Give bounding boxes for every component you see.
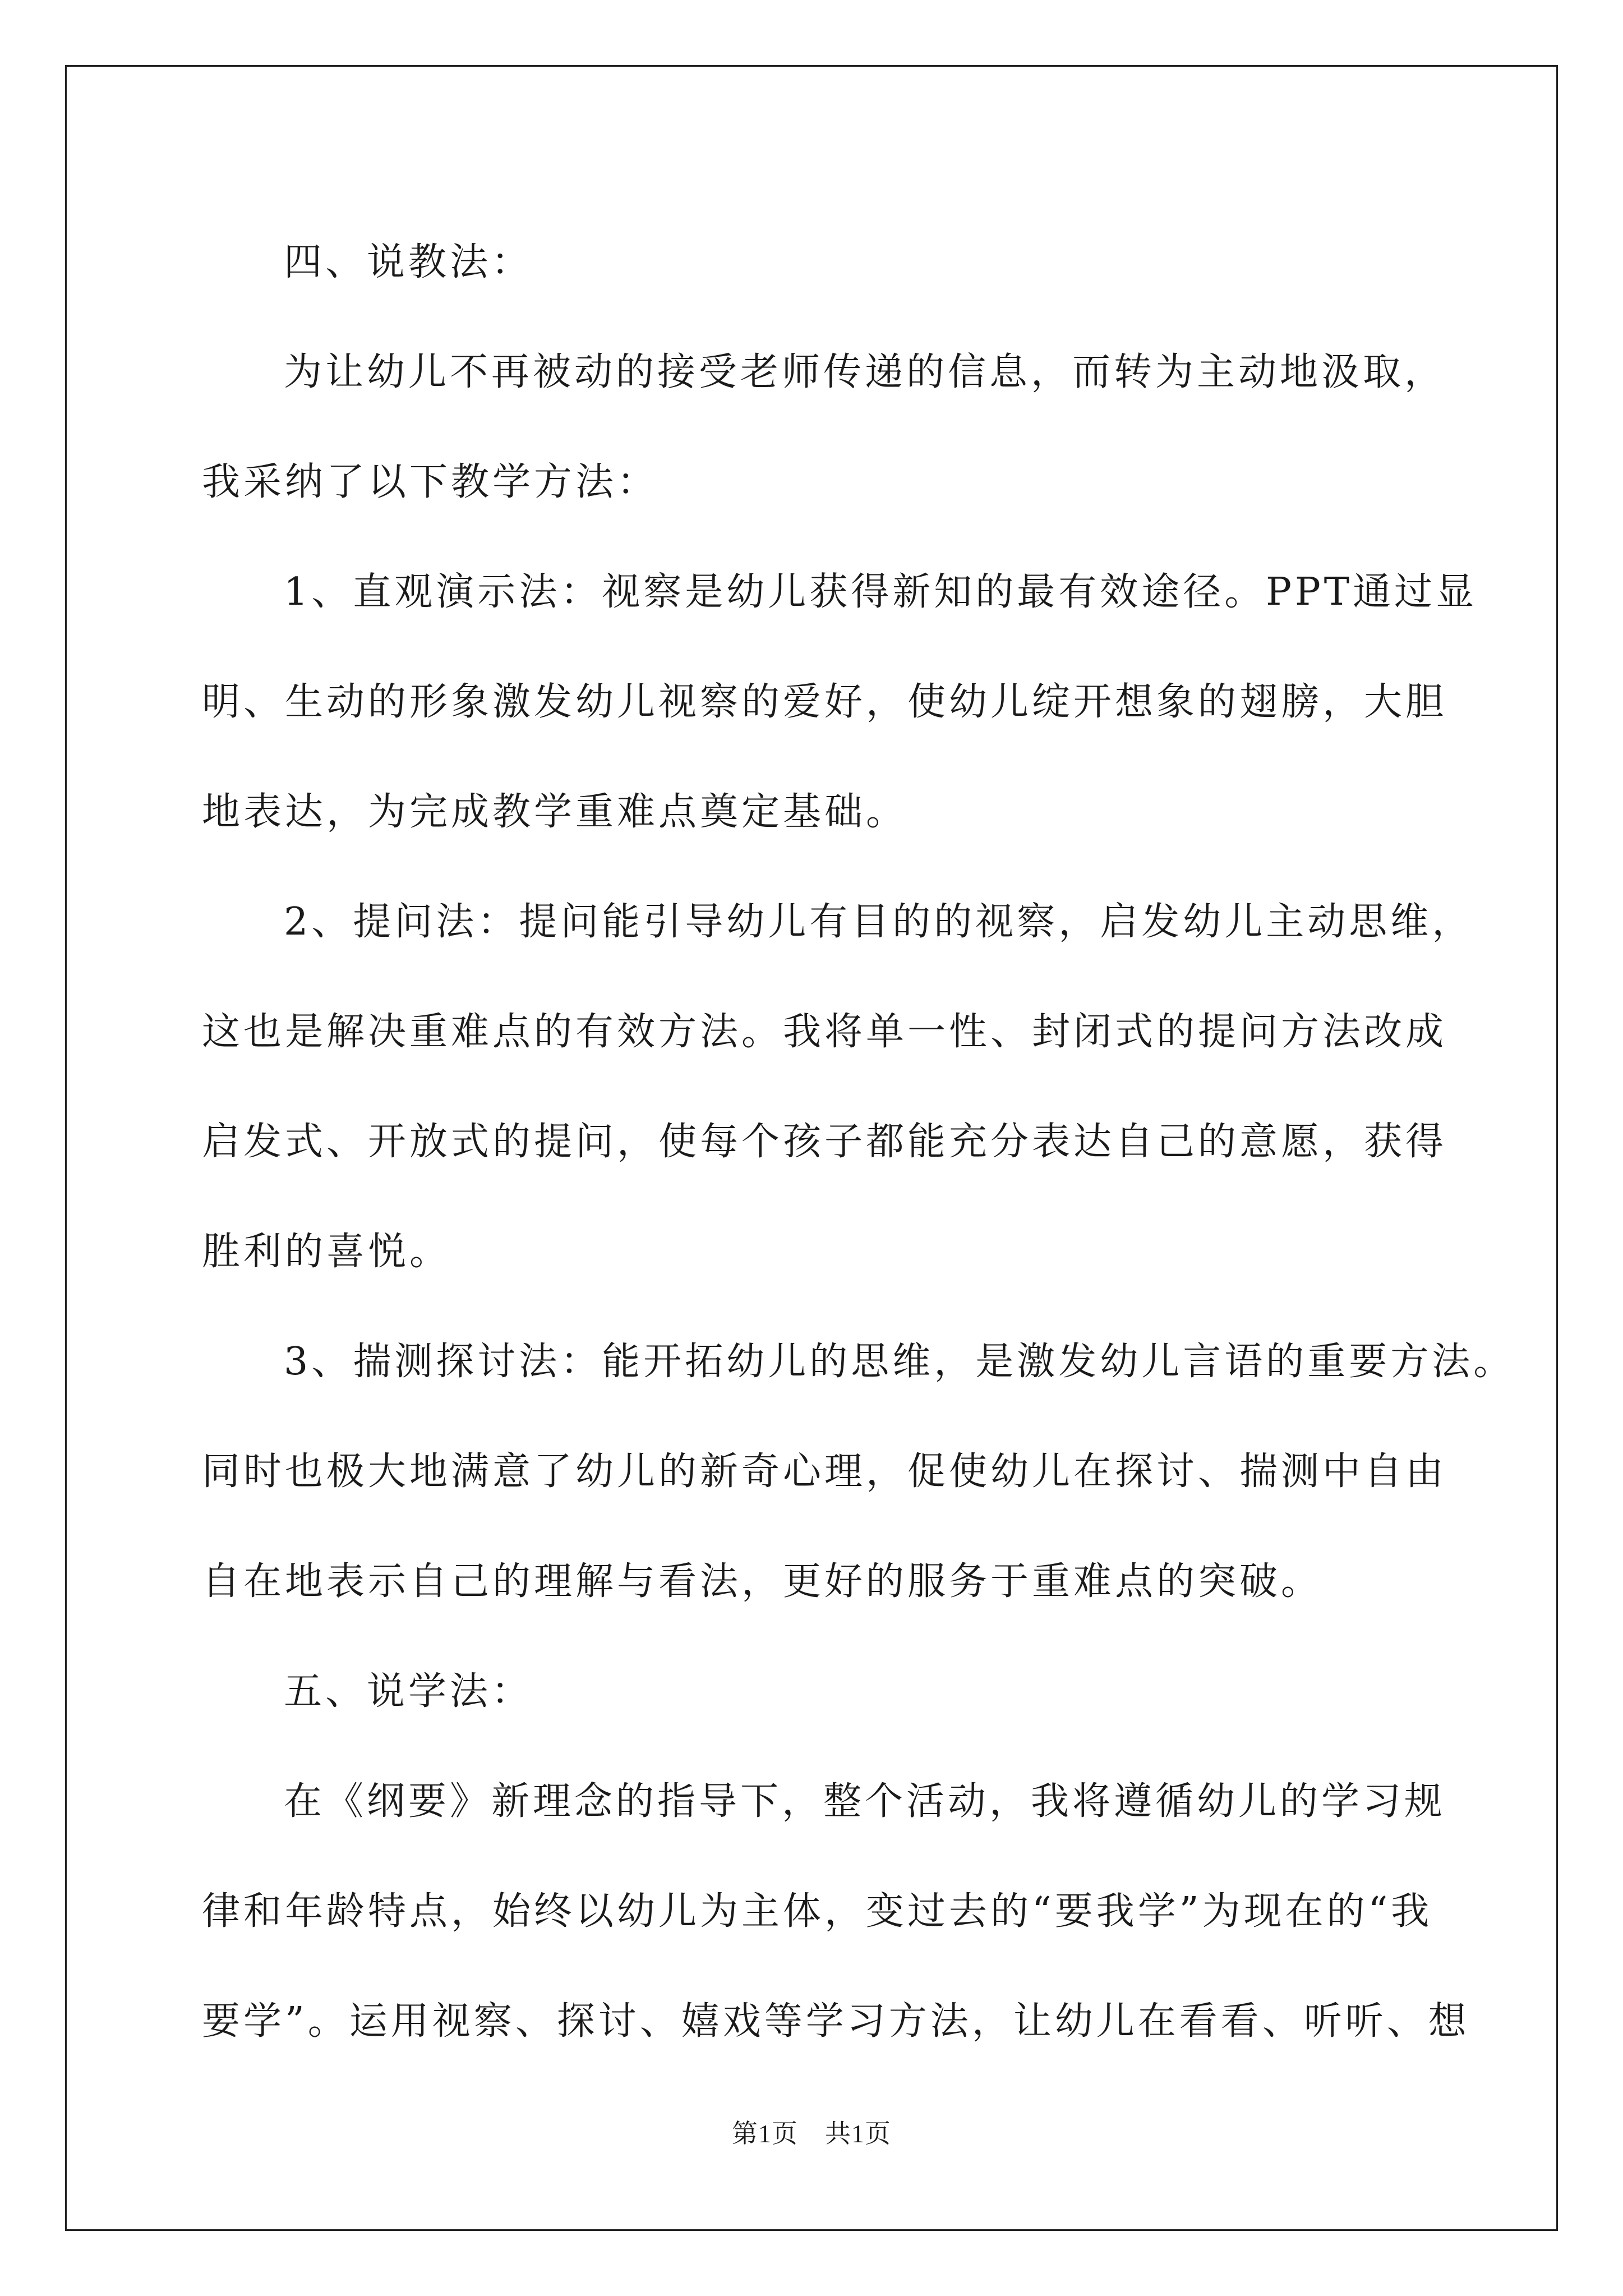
paragraph-line: 要学”。运用视察、探讨、嬉戏等学习方法，让幼儿在看看、听听、想 xyxy=(202,1999,1470,2044)
paragraph-line: 1、直观演示法：视察是幼儿获得新知的最有效途径。PPT通过显 xyxy=(284,570,1478,614)
document-body xyxy=(202,208,1515,2077)
paragraph-line: 同时也极大地满意了幼儿的新奇心理，促使幼儿在探讨、揣测中自由 xyxy=(202,1450,1447,1494)
paragraph-line: 在《纲要》新理念的指导下，整个活动，我将遵循幼儿的学习规 xyxy=(284,1779,1446,1824)
paragraph-line: 为让幼儿不再被动的接受老师传递的信息，而转为主动地汲取， xyxy=(284,350,1446,394)
page-footer xyxy=(0,2117,1623,2151)
paragraph-line: 胜利的喜悦。 xyxy=(202,1230,451,1274)
section-heading: 四、说教法： xyxy=(284,240,533,284)
paragraph-line: 地表达，为完成教学重难点奠定基础。 xyxy=(202,790,908,834)
paragraph-line: 启发式、开放式的提问，使每个孩子都能充分表达自己的意愿，获得 xyxy=(202,1120,1447,1164)
paragraph-line: 明、生动的形象激发幼儿视察的爱好，使幼儿绽开想象的翅膀，大胆 xyxy=(202,680,1447,724)
section-heading: 五、说学法： xyxy=(284,1669,533,1714)
paragraph-line: 3、揣测探讨法：能开拓幼儿的思维，是激发幼儿言语的重要方法。 xyxy=(284,1340,1515,1384)
page-total: 共1页 xyxy=(825,2119,891,2148)
paragraph-line: 自在地表示自己的理解与看法，更好的服务于重难点的突破。 xyxy=(202,1559,1323,1604)
paragraph-line: 律和年龄特点，始终以幼儿为主体，变过去的“要我学”为现在的“我 xyxy=(202,1889,1433,1934)
paragraph-line: 2、提问法：提问能引导幼儿有目的的视察，启发幼儿主动思维， xyxy=(284,900,1474,944)
page-number: 第1页 xyxy=(732,2119,798,2148)
paragraph-line: 我采纳了以下教学方法： xyxy=(202,460,659,504)
paragraph-line: 这也是解决重难点的有效方法。我将单一性、封闭式的提问方法改成 xyxy=(202,1010,1447,1054)
